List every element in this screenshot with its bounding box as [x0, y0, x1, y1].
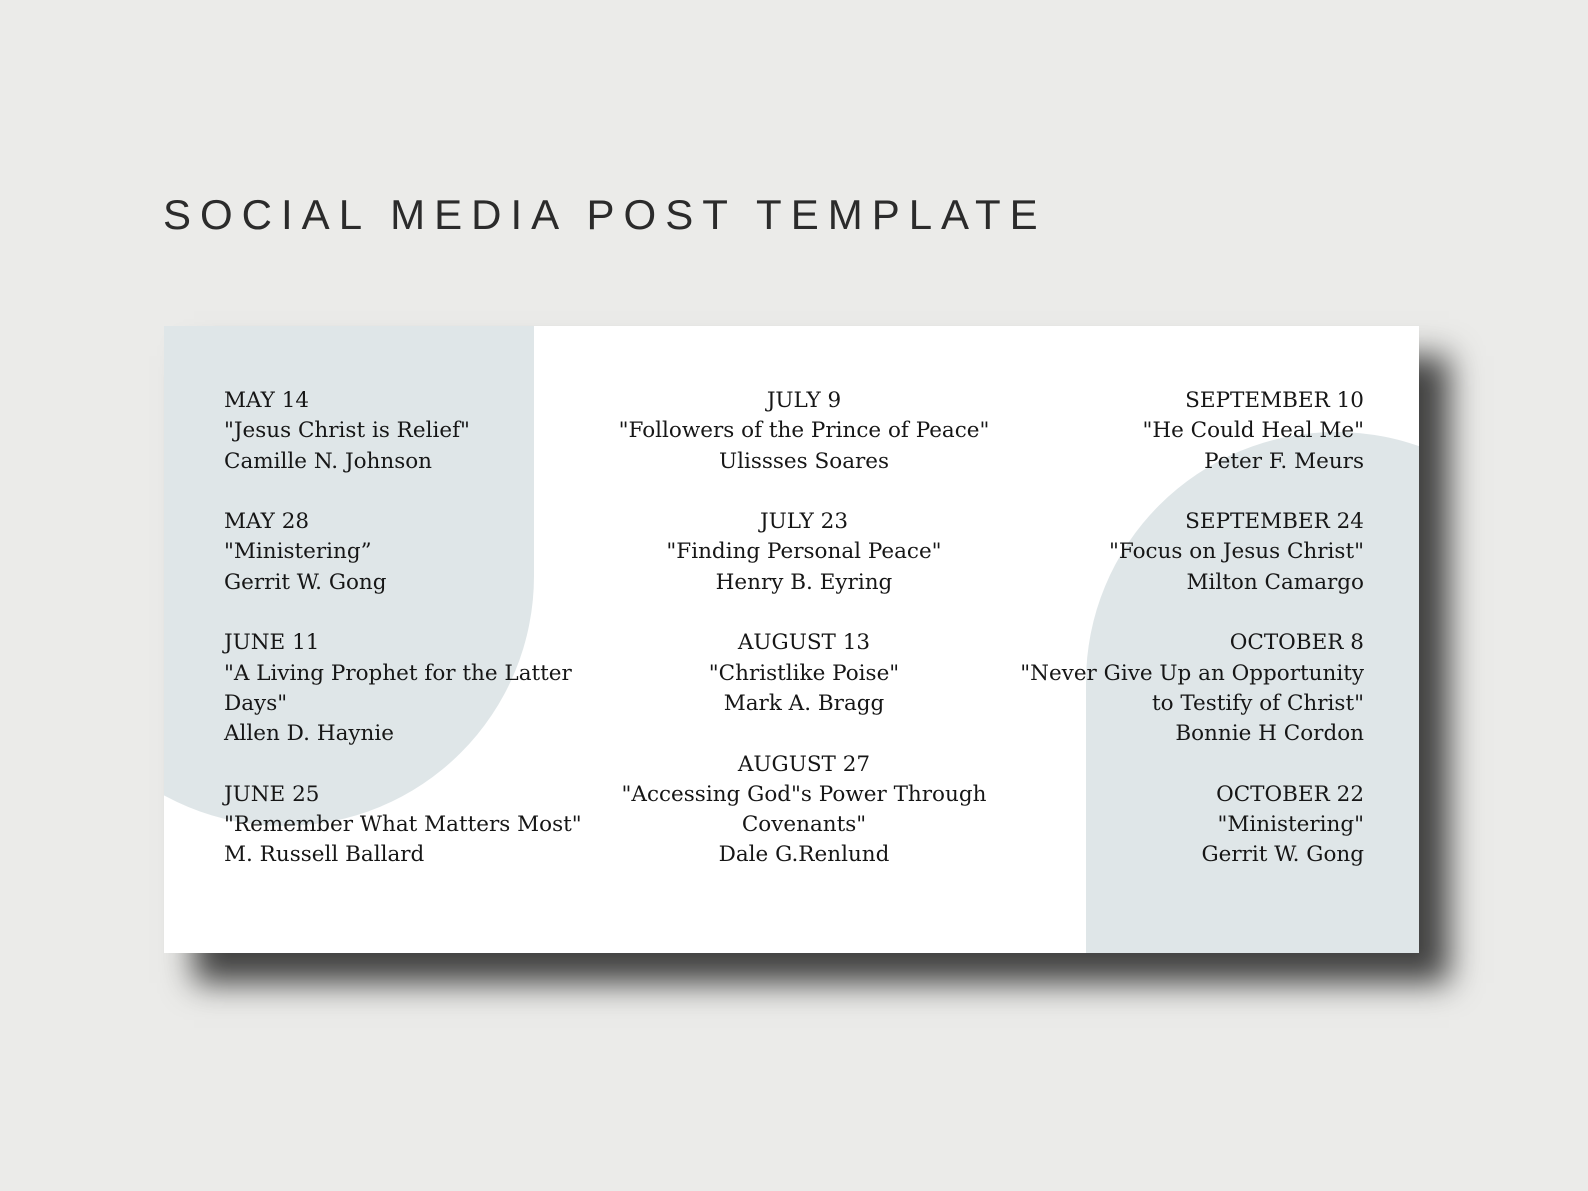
- entry-date: SEPTEMBER 24: [1185, 509, 1364, 535]
- entry-speaker: Milton Camargo: [1186, 569, 1364, 595]
- schedule-column-left: [224, 386, 584, 901]
- entry-speaker: M. Russell Ballard: [224, 842, 425, 868]
- entry-talk-title: "Christlike Poise": [708, 660, 900, 686]
- schedule-entry: [224, 507, 584, 598]
- entry-speaker: Peter F. Meurs: [1204, 448, 1364, 474]
- entry-speaker: Ulissses Soares: [718, 448, 890, 474]
- schedule-entry: [999, 386, 1364, 477]
- entry-talk-title: "A Living Prophet for the Latter Days": [224, 660, 572, 716]
- entry-speaker: Henry B. Eyring: [715, 569, 893, 595]
- entry-speaker: Camille N. Johnson: [224, 448, 433, 474]
- entry-talk-title: "Focus on Jesus Christ": [1108, 539, 1364, 565]
- schedule-entry: [224, 386, 584, 477]
- page-title: SOCIAL MEDIA POST TEMPLATE: [163, 191, 1047, 238]
- entry-date: JUNE 25: [224, 781, 320, 807]
- entry-speaker: Dale G.Renlund: [718, 842, 890, 868]
- entry-date: OCTOBER 8: [1229, 630, 1364, 656]
- entry-speaker: Allen D. Haynie: [224, 721, 394, 747]
- entry-date: JULY 23: [759, 509, 849, 535]
- entry-talk-title: "Jesus Christ is Relief": [224, 418, 470, 444]
- schedule-entry: [604, 507, 1004, 598]
- entry-date: MAY 28: [224, 509, 310, 535]
- schedule-card: [164, 326, 1419, 953]
- entry-talk-title: "Never Give Up an Opportunity to Testify of Christ": [1020, 660, 1364, 716]
- entry-talk-title: "Remember What Matters Most": [224, 812, 582, 838]
- entry-speaker: Bonnie H Cordon: [1175, 721, 1364, 747]
- entry-date: JULY 9: [766, 388, 842, 413]
- schedule-entry: [604, 750, 1004, 871]
- schedule-entry: [999, 628, 1364, 749]
- entry-talk-title: "Accessing God"s Power Through Covenants": [621, 781, 987, 838]
- entry-talk-title: "Ministering": [1217, 812, 1364, 838]
- schedule-column-center: [604, 386, 1004, 901]
- entry-talk-title: "Finding Personal Peace": [666, 539, 942, 565]
- schedule-column-right: [999, 386, 1364, 901]
- entry-speaker: Gerrit W. Gong: [1201, 842, 1364, 868]
- entry-date: AUGUST 13: [737, 630, 871, 656]
- entry-talk-title: "Ministering”: [224, 539, 372, 565]
- entry-talk-title: "Followers of the Prince of Peace": [618, 418, 990, 444]
- schedule-entry: [224, 628, 584, 749]
- entry-talk-title: "He Could Heal Me": [1142, 418, 1364, 444]
- entry-date: JUNE 11: [224, 630, 320, 656]
- schedule-entry: [999, 507, 1364, 598]
- entry-date: MAY 14: [224, 388, 310, 413]
- entry-speaker: Gerrit W. Gong: [224, 569, 387, 595]
- schedule-entry: [999, 780, 1364, 871]
- schedule-entry: [224, 780, 584, 871]
- entry-date: SEPTEMBER 10: [1185, 388, 1364, 413]
- schedule-entry: [604, 628, 1004, 719]
- entry-date: OCTOBER 22: [1216, 781, 1364, 807]
- schedule-entry: [604, 386, 1004, 477]
- entry-date: AUGUST 27: [737, 751, 871, 777]
- entry-speaker: Mark A. Bragg: [723, 690, 885, 716]
